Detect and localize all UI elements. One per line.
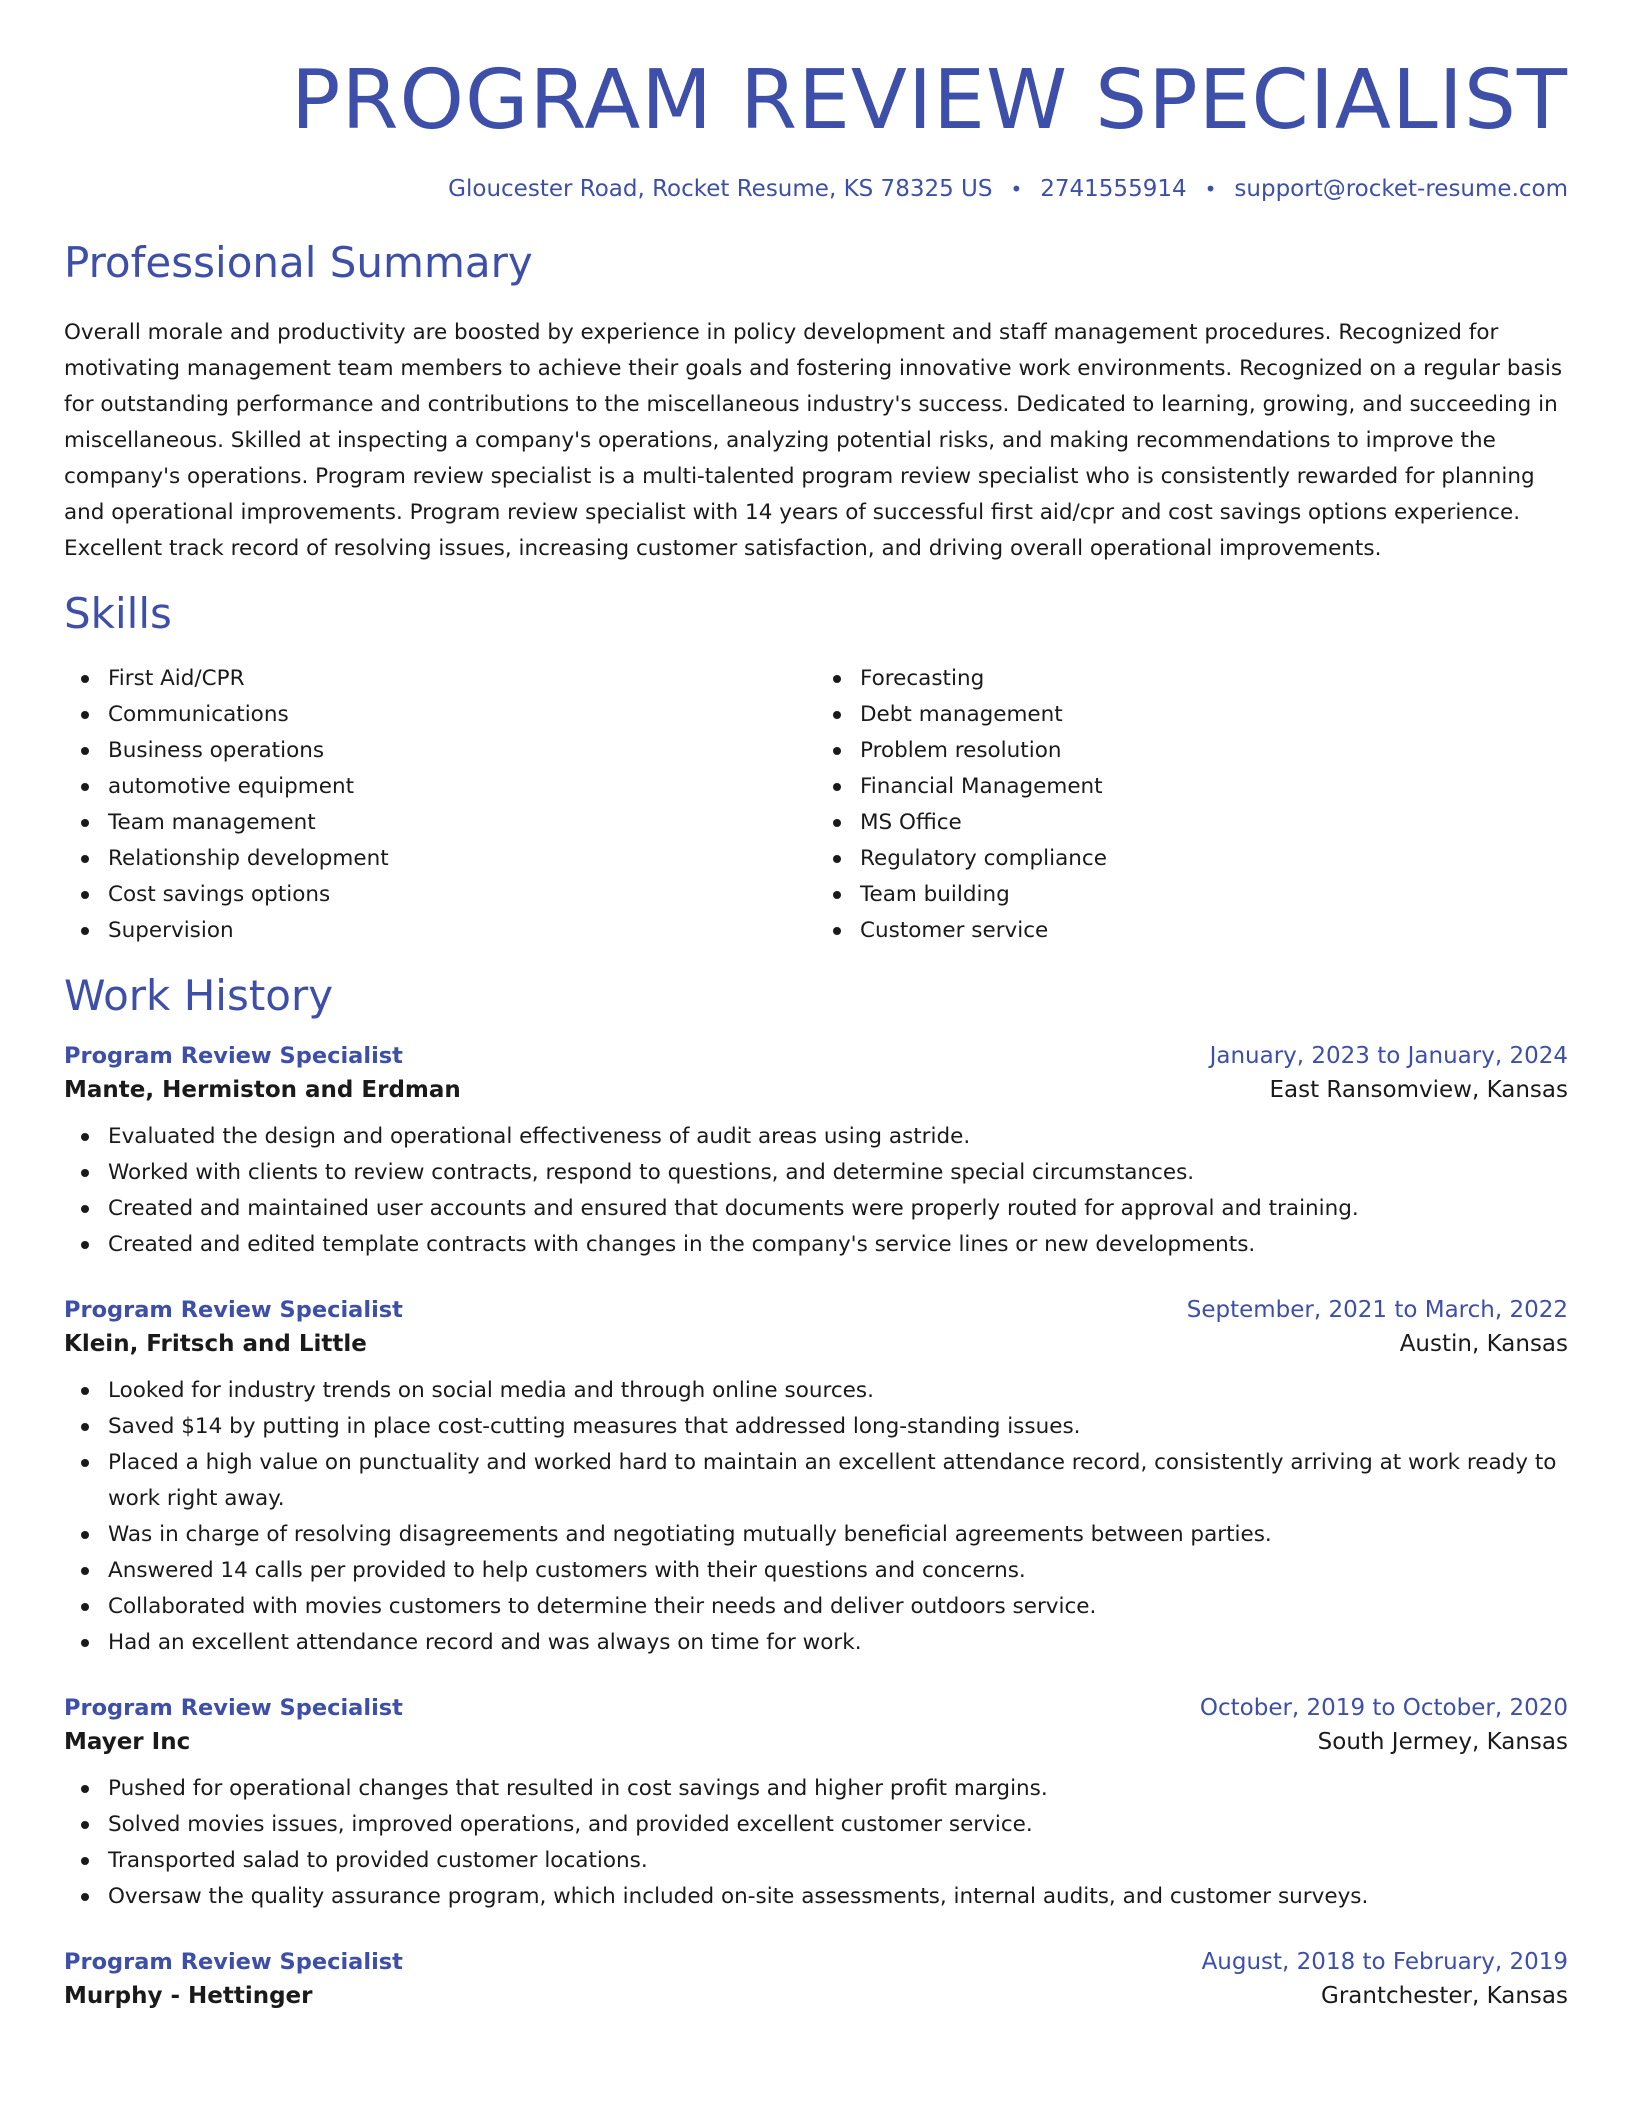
- skill-item: Cost savings options: [64, 877, 816, 913]
- skill-item: Financial Management: [816, 769, 1568, 805]
- job-dates: August, 2018 to February, 2019: [1201, 1949, 1568, 1976]
- job-company: Murphy - Hettinger: [64, 1983, 313, 2010]
- contact-phone: 2741555914: [1040, 176, 1187, 203]
- skill-item: Team building: [816, 877, 1568, 913]
- duty-item: Oversaw the quality assurance program, which included on-site assessments, internal audits, and customer surveys.: [64, 1879, 1568, 1915]
- contact-separator: •: [1010, 177, 1023, 202]
- duty-item: Pushed for operational changes that resulted in cost savings and higher profit margins.: [64, 1771, 1568, 1807]
- skill-item: Debt management: [816, 697, 1568, 733]
- skill-item: Regulatory compliance: [816, 841, 1568, 877]
- skills-list: [64, 661, 1568, 949]
- job-title: Program Review Specialist: [64, 1297, 403, 1324]
- job-title: Program Review Specialist: [64, 1695, 403, 1722]
- job-title: Program Review Specialist: [64, 1043, 403, 1070]
- duty-item: Evaluated the design and operational effectiveness of audit areas using astride.: [64, 1119, 1568, 1155]
- duty-item: Saved $14 by putting in place cost-cutting measures that addressed long-standing issues.: [64, 1409, 1568, 1445]
- job-duties: [64, 1771, 1568, 1915]
- skills-heading: Skills: [64, 588, 172, 638]
- job-entry: [64, 1043, 1568, 1263]
- job-duties: [64, 1119, 1568, 1263]
- duty-item: Worked with clients to review contracts, respond to questions, and determine special circumstances.: [64, 1155, 1568, 1191]
- candidate-name: PROGRAM REVIEW SPECIALIST: [291, 53, 1568, 148]
- skill-item: Problem resolution: [816, 733, 1568, 769]
- contact-address: Gloucester Road, Rocket Resume, KS 78325 US: [448, 176, 993, 203]
- contact-separator: •: [1204, 177, 1217, 202]
- skill-item: Relationship development: [64, 841, 816, 877]
- duty-item: Created and edited template contracts with changes in the company's service lines or new developments.: [64, 1227, 1568, 1263]
- job-company: Mante, Hermiston and Erdman: [64, 1077, 461, 1104]
- duty-item: Transported salad to provided customer locations.: [64, 1843, 1568, 1879]
- job-dates: January, 2023 to January, 2024: [1209, 1043, 1568, 1070]
- skill-item: Team management: [64, 805, 816, 841]
- contact-line: [64, 176, 1568, 202]
- skill-item: Forecasting: [816, 661, 1568, 697]
- skill-item: First Aid/CPR: [64, 661, 816, 697]
- duty-item: Had an excellent attendance record and was always on time for work.: [64, 1625, 1568, 1661]
- skill-item: Supervision: [64, 913, 816, 949]
- duty-item: Was in charge of resolving disagreements and negotiating mutually beneficial agreements between parties.: [64, 1517, 1568, 1553]
- job-location: Grantchester, Kansas: [1321, 1983, 1568, 2010]
- job-entry: [64, 1695, 1568, 1915]
- skill-item: Customer service: [816, 913, 1568, 949]
- job-duties: [64, 1373, 1568, 1661]
- duty-item: Looked for industry trends on social media and through online sources.: [64, 1373, 1568, 1409]
- job-entry: [64, 1297, 1568, 1661]
- job-location: Austin, Kansas: [1399, 1331, 1568, 1358]
- summary-text: Overall morale and productivity are boosted by experience in policy development and staff management procedures. Recognized for motivating management team members to achieve their goals and fostering innovative work environments. Recognized on a regular basis for outstanding performance and contributions to the miscellaneous industry's success. Dedicated to learning, growing, and succeeding in miscellaneous. Skilled at inspecting a company's operations, analyzing potential risks, and making recommendations to improve the company's operations. Program review specialist is a multi-talented program review specialist who is consistently rewarded for planning and operational improvements. Program review specialist with 14 years of successful first aid/cpr and cost savings options experience. Excellent track record of resolving issues, increasing customer satisfaction, and driving overall operational improvements.: [64, 319, 1563, 561]
- summary-heading: Professional Summary: [64, 238, 533, 288]
- contact-email: support@rocket-resume.com: [1234, 176, 1568, 203]
- skills-column-left: [64, 661, 816, 949]
- job-entry: [64, 1949, 1568, 2009]
- job-title: Program Review Specialist: [64, 1949, 403, 1976]
- skill-item: Communications: [64, 697, 816, 733]
- job-location: South Jermey, Kansas: [1317, 1729, 1568, 1756]
- skill-item: Business operations: [64, 733, 816, 769]
- duty-item: Answered 14 calls per provided to help customers with their questions and concerns.: [64, 1553, 1568, 1589]
- duty-item: Solved movies issues, improved operations, and provided excellent customer service.: [64, 1807, 1568, 1843]
- skill-item: automotive equipment: [64, 769, 816, 805]
- duty-item: Collaborated with movies customers to determine their needs and deliver outdoors service.: [64, 1589, 1568, 1625]
- job-company: Klein, Fritsch and Little: [64, 1331, 367, 1358]
- job-dates: October, 2019 to October, 2020: [1199, 1695, 1568, 1722]
- work-history-heading: Work History: [64, 970, 334, 1020]
- skills-column-right: [816, 661, 1568, 949]
- job-location: East Ransomview, Kansas: [1269, 1077, 1568, 1104]
- duty-item: Created and maintained user accounts and ensured that documents were properly routed for approval and training.: [64, 1191, 1568, 1227]
- duty-item: Placed a high value on punctuality and worked hard to maintain an excellent attendance record, consistently arriving at work ready to work right away.: [64, 1445, 1568, 1517]
- job-dates: September, 2021 to March, 2022: [1186, 1297, 1568, 1324]
- job-company: Mayer Inc: [64, 1729, 191, 1756]
- skill-item: MS Office: [816, 805, 1568, 841]
